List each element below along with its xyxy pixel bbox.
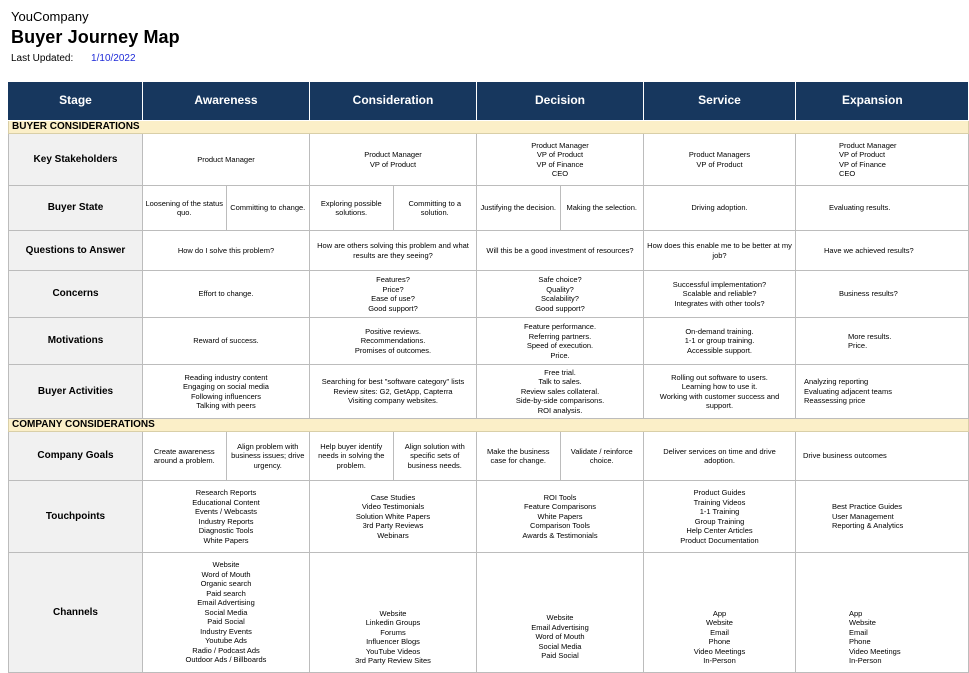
cell-awareness	[143, 134, 310, 186]
cell-line: Evaluating adjacent teams	[804, 386, 892, 396]
section-company-label: COMPANY CONSIDERATIONS	[9, 419, 969, 432]
col-expansion: Expansion	[796, 82, 969, 121]
decision-a: Make the business case for change.	[486, 446, 550, 465]
cell-line: Influencer Blogs	[366, 637, 420, 646]
cell-line: Diagnostic Tools	[198, 526, 254, 535]
row-motivations	[9, 318, 969, 365]
cell-line: Scalability?	[541, 294, 579, 303]
cell-line: Review sales collateral.	[520, 386, 600, 396]
cell-service: Driving adoption.	[644, 186, 796, 231]
cell-line: Side-by-side comparisons.	[515, 396, 605, 406]
cell-service	[644, 365, 796, 419]
cell-consideration	[310, 186, 477, 231]
row-key-stakeholders	[9, 134, 969, 186]
col-awareness: Awareness	[143, 82, 310, 121]
cell-line: Help Center Articles	[686, 526, 753, 535]
cell-line: Free trial.	[544, 367, 576, 377]
cell-line: User Management	[832, 511, 894, 521]
row-label: Buyer Activities	[9, 365, 143, 419]
cell-line: Referring partners.	[528, 331, 592, 341]
row-buyer-activities	[9, 365, 969, 419]
cell-line: Business results?	[839, 289, 898, 299]
cell-line: Website	[212, 560, 240, 570]
cell-line: Accessible support.	[686, 345, 753, 355]
cell-line: Recommendations.	[360, 336, 426, 346]
awareness-b: Committing to change.	[226, 186, 310, 230]
cell-line: Paid Social	[541, 651, 579, 661]
cell-service	[644, 134, 796, 186]
cell-line: Product Manager	[531, 140, 589, 150]
cell-line: Scalable and reliable?	[682, 289, 757, 299]
cell-line: Group Training	[694, 516, 745, 526]
cell-awareness: How do I solve this problem?	[143, 231, 310, 271]
cell-line: Product Manager	[197, 154, 255, 164]
cell-awareness	[143, 318, 310, 365]
col-service: Service	[644, 82, 796, 121]
cell-line: Rolling out software to users.	[671, 372, 768, 382]
cell-expansion: Evaluating results.	[796, 186, 969, 231]
cell-line: Reward of success.	[193, 336, 259, 346]
cell-line: Quality?	[546, 284, 574, 294]
cell-awareness	[143, 481, 310, 553]
last-updated-label: Last Updated:	[11, 53, 74, 64]
cell-service	[644, 271, 796, 318]
cell-line: Effort to change.	[198, 289, 254, 299]
cell-line: Product Managers	[688, 150, 751, 159]
decision-a: Justifying the decision.	[480, 203, 556, 213]
row-label: Questions to Answer	[9, 231, 143, 271]
cell-line: Forums	[380, 627, 406, 637]
cell-line: VP of Product	[536, 150, 584, 159]
cell-awareness	[143, 365, 310, 419]
cell-line: Educational Content	[192, 497, 260, 507]
row-label: Buyer State	[9, 186, 143, 231]
cell-line: Email Advertising	[197, 598, 255, 608]
cell-consideration: How are others solving this problem and what results are they seeing?	[310, 231, 477, 271]
row-company-goals	[9, 432, 969, 481]
cell-consideration	[310, 365, 477, 419]
cell-line: Paid search	[206, 588, 246, 598]
cell-consideration	[310, 271, 477, 318]
cell-decision	[477, 271, 644, 318]
cell-line: Price.	[550, 350, 570, 360]
cell-line: Working with customer success and support.	[659, 391, 780, 410]
cell-line: Reading industry content	[184, 372, 268, 382]
cell-line: VP of Finance	[839, 159, 886, 169]
row-channels	[9, 553, 969, 673]
cell-line: In-Person	[849, 656, 882, 665]
cell-line: On-demand training.	[685, 326, 754, 336]
cell-consideration	[310, 481, 477, 553]
consideration-b: Committing to a solution.	[393, 186, 477, 230]
col-consideration: Consideration	[310, 82, 477, 121]
cell-line: Research Reports	[195, 488, 257, 497]
cell-line: Comparison Tools	[530, 521, 590, 531]
cell-line: Webinars	[377, 530, 409, 540]
cell-line: Visiting company websites.	[348, 396, 438, 406]
consideration-a: Exploring possible solutions.	[320, 198, 382, 217]
cell-line: 1-1 Training	[699, 507, 740, 516]
cell-consideration	[310, 432, 477, 481]
row-label: Touchpoints	[9, 481, 143, 553]
last-updated	[11, 53, 136, 64]
row-concerns	[9, 271, 969, 318]
cell-expansion	[796, 318, 969, 365]
cell-line: VP of Product	[839, 150, 886, 159]
cell-line: Product Guides	[693, 488, 746, 497]
awareness-b: Align problem with business issues; drive urgency.	[226, 432, 310, 480]
cell-line: Word of Mouth	[535, 632, 585, 642]
row-touchpoints	[9, 481, 969, 553]
cell-line: Organic search	[200, 579, 252, 589]
cell-line: 3rd Party Review Sites	[355, 656, 431, 665]
cell-line: Website	[379, 608, 407, 618]
cell-line: 1-1 or group training.	[684, 336, 755, 346]
cell-line: Speed of execution.	[526, 341, 594, 350]
cell-decision	[477, 553, 644, 673]
cell-line: Promises of outcomes.	[354, 345, 432, 355]
cell-line: Positive reviews.	[365, 326, 421, 336]
cell-expansion	[796, 553, 969, 673]
cell-line: Website	[706, 618, 733, 627]
cell-line: Youtube Ads	[205, 636, 247, 646]
cell-line: Video Meetings	[693, 646, 746, 656]
cell-line: Paid Social	[207, 617, 245, 627]
cell-line: VP of Finance	[536, 159, 584, 169]
cell-line: Events / Webcasts	[195, 507, 257, 516]
cell-line: Email	[849, 627, 868, 637]
cell-consideration	[310, 134, 477, 186]
cell-line: Radio / Podcast Ads	[192, 645, 260, 655]
cell-line: Feature performance.	[523, 322, 597, 331]
cell-expansion	[796, 271, 969, 318]
cell-line: White Papers	[537, 511, 583, 521]
cell-line: Safe choice?	[538, 275, 582, 284]
cell-line: Phone	[849, 637, 871, 646]
cell-line: CEO	[551, 169, 569, 178]
journey-map-table	[8, 81, 968, 673]
cell-line: Awards & Testimonials	[522, 530, 598, 540]
row-label: Channels	[9, 553, 143, 673]
cell-line: 3rd Party Reviews	[362, 521, 424, 531]
cell-decision	[477, 134, 644, 186]
cell-awareness	[143, 271, 310, 318]
decision-b: Validate / reinforce choice.	[560, 432, 644, 480]
cell-service	[644, 318, 796, 365]
decision-b: Making the selection.	[560, 186, 644, 230]
cell-line: Good support?	[368, 303, 418, 313]
cell-line: Phone	[708, 637, 731, 646]
row-label: Motivations	[9, 318, 143, 365]
row-label: Company Goals	[9, 432, 143, 481]
cell-decision	[477, 186, 644, 231]
cell-line: Website	[546, 613, 574, 623]
cell-line: In-Person	[703, 656, 736, 665]
cell-line: Email	[710, 627, 729, 637]
company-name: YouCompany	[11, 9, 89, 24]
cell-line: VP of Product	[696, 159, 743, 169]
cell-line: Engaging on social media	[183, 382, 269, 391]
cell-line: Website	[849, 618, 876, 627]
cell-line: CEO	[839, 169, 856, 178]
cell-awareness	[143, 553, 310, 673]
cell-line: Training Videos	[693, 497, 746, 507]
cell-line: VP of Product	[369, 159, 417, 169]
cell-line: Outdoor Ads / Billboards	[185, 655, 267, 665]
cell-line: Linkedin Groups	[365, 618, 421, 627]
cell-line: Industry Reports	[198, 516, 254, 526]
cell-line: Successful implementation?	[672, 279, 767, 289]
cell-line: App	[849, 608, 863, 618]
cell-line: Product Documentation	[680, 535, 759, 545]
cell-line: Review sites: G2, GetApp, Capterra	[333, 386, 453, 396]
cell-line: Learning how to use it.	[681, 382, 758, 391]
cell-consideration	[310, 318, 477, 365]
cell-decision	[477, 481, 644, 553]
cell-line: Product Manager	[839, 140, 897, 150]
cell-decision: Will this be a good investment of resources?	[477, 231, 644, 271]
cell-line: Product Manager	[364, 150, 422, 159]
page-title: Buyer Journey Map	[11, 27, 180, 47]
cell-line: Price.	[848, 341, 868, 350]
cell-line: Social Media	[204, 607, 248, 617]
cell-service	[644, 481, 796, 553]
cell-line: Features?	[376, 275, 410, 284]
col-stage: Stage	[9, 82, 143, 121]
cell-line: More results.	[848, 331, 892, 341]
cell-expansion	[796, 134, 969, 186]
consideration-a: Help buyer identify needs in solving the problem.	[318, 441, 385, 470]
cell-line: Social Media	[538, 641, 582, 651]
cell-decision	[477, 365, 644, 419]
cell-expansion: Drive business outcomes	[796, 432, 969, 481]
cell-line: Video Meetings	[849, 646, 901, 656]
cell-line: Searching for best "software category" lists	[321, 377, 465, 387]
awareness-a: Loosening of the status quo.	[145, 198, 224, 217]
cell-line: White Papers	[203, 535, 249, 545]
cell-line: Feature Comparisons	[523, 502, 597, 512]
cell-line: Good support?	[535, 303, 585, 313]
cell-decision	[477, 318, 644, 365]
cell-line: Solution White Papers	[355, 511, 431, 521]
cell-line: Analyzing reporting	[804, 377, 869, 387]
cell-line: Reassessing price	[804, 396, 866, 406]
cell-line: ROI analysis.	[537, 405, 583, 415]
row-questions	[9, 231, 969, 271]
cell-awareness	[143, 432, 310, 481]
cell-consideration	[310, 553, 477, 673]
cell-line: ROI Tools	[543, 492, 577, 502]
cell-service: Deliver services on time and drive adoption.	[644, 432, 796, 481]
cell-expansion	[796, 365, 969, 419]
cell-line: YouTube Videos	[365, 646, 421, 656]
cell-line: Word of Mouth	[201, 569, 251, 579]
cell-line: Ease of use?	[371, 294, 415, 303]
cell-line: App	[712, 608, 727, 618]
cell-line: Video Testimonials	[361, 502, 425, 512]
cell-awareness	[143, 186, 310, 231]
cell-line: Integrates with other tools?	[674, 298, 765, 308]
row-buyer-state	[9, 186, 969, 231]
row-label: Concerns	[9, 271, 143, 318]
last-updated-date: 1/10/2022	[91, 53, 136, 64]
cell-line: Talking with peers	[196, 401, 256, 410]
header-row	[9, 82, 969, 121]
awareness-a: Create awareness around a problem.	[153, 446, 215, 465]
cell-line: Talk to sales.	[538, 377, 582, 387]
cell-service	[644, 553, 796, 673]
cell-line: Following influencers	[190, 391, 262, 401]
cell-decision	[477, 432, 644, 481]
cell-line: Best Practice Guides	[832, 502, 903, 512]
section-buyer	[9, 121, 969, 134]
cell-expansion	[796, 481, 969, 553]
cell-line: Industry Events	[200, 626, 252, 636]
consideration-b: Align solution with specific sets of business needs.	[393, 432, 477, 480]
cell-expansion: Have we achieved results?	[796, 231, 969, 271]
section-buyer-label: BUYER CONSIDERATIONS	[9, 121, 969, 134]
cell-line: Reporting & Analytics	[832, 521, 904, 531]
cell-line: Case Studies	[370, 492, 416, 502]
cell-line: Price?	[382, 284, 404, 294]
cell-service: How does this enable me to be better at my job?	[644, 231, 796, 271]
row-label: Key Stakeholders	[9, 134, 143, 186]
col-decision: Decision	[477, 82, 644, 121]
cell-line: Email Advertising	[531, 622, 589, 632]
section-company	[9, 419, 969, 432]
